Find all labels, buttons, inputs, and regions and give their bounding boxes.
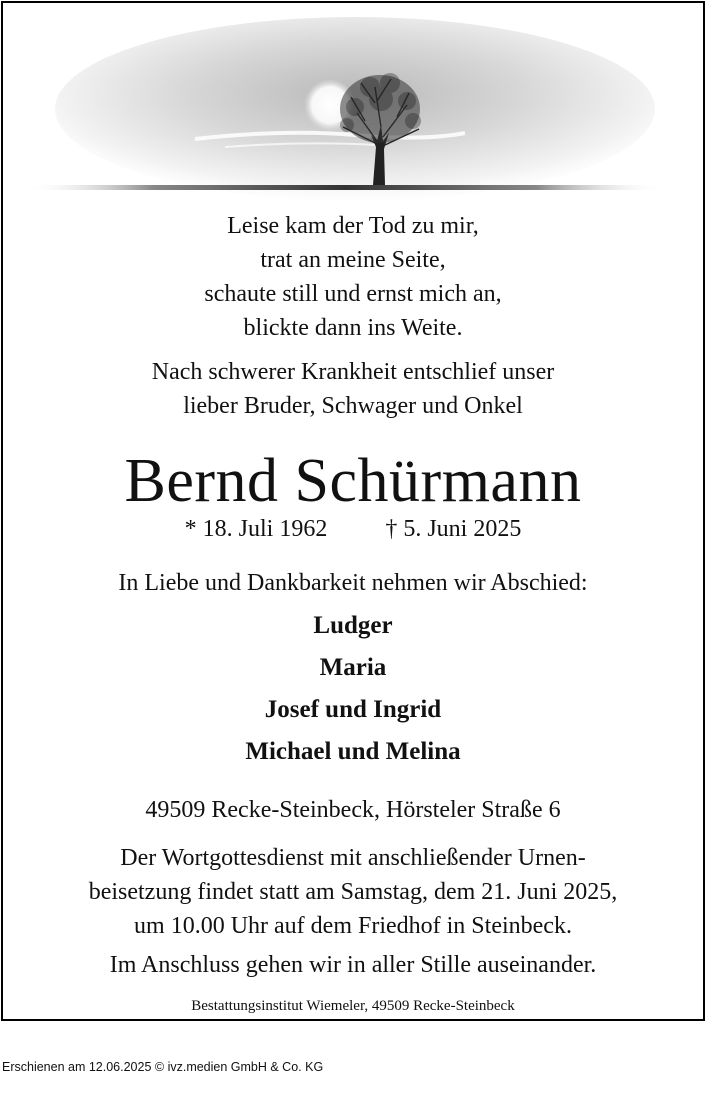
family-address: 49509 Recke-Steinbeck, Hörsteler Straße 6 <box>145 797 561 823</box>
life-dates <box>3 513 703 545</box>
poem <box>3 209 703 345</box>
service-line: um 10.00 Uhr auf dem Friedhof in Steinbeck. <box>134 913 572 939</box>
poem-line: Leise kam der Tod zu mir, <box>227 213 479 239</box>
intro-line: Nach schwerer Krankheit entschlief unser <box>151 359 555 385</box>
service-information <box>3 841 703 943</box>
poem-line: schaute still und ernst mich an, <box>204 281 502 307</box>
mourner-name: Michael und Melina <box>245 738 461 765</box>
mourner-name: Ludger <box>313 612 393 639</box>
publication-footer: Erschienen am 12.06.2025 © ivz.medien GmbH & Co. KG <box>2 1060 324 1074</box>
mourners-list <box>3 605 703 773</box>
birth-date: * 18. Juli 1962 <box>184 516 328 542</box>
intro-line: lieber Bruder, Schwager und Onkel <box>183 393 523 419</box>
service-line: Der Wortgottesdienst mit anschließender Urnen- <box>120 845 586 871</box>
service-line: beisetzung findet statt am Samstag, dem 21. Juni 2025, <box>88 879 618 905</box>
deceased-name: Bernd Schürmann <box>124 447 582 515</box>
poem-line: blickte dann ins Weite. <box>243 315 463 341</box>
mourner-name: Josef und Ingrid <box>264 696 442 723</box>
poem-line: trat an meine Seite, <box>260 247 446 273</box>
farewell-text: In Liebe und Dankbarkeit nehmen wir Abschied: <box>118 570 588 596</box>
death-date: † 5. Juni 2025 <box>385 516 522 542</box>
obituary-notice <box>1 1 705 1021</box>
tree-sunset-illustration <box>25 17 665 207</box>
closing-text: Im Anschluss gehen wir in aller Stille auseinander. <box>109 952 597 978</box>
mourner-name: Maria <box>319 654 387 681</box>
undertaker-credit: Bestattungsinstitut Wiemeler, 49509 Recke-Steinbeck <box>191 998 515 1014</box>
intro-text <box>3 355 703 423</box>
